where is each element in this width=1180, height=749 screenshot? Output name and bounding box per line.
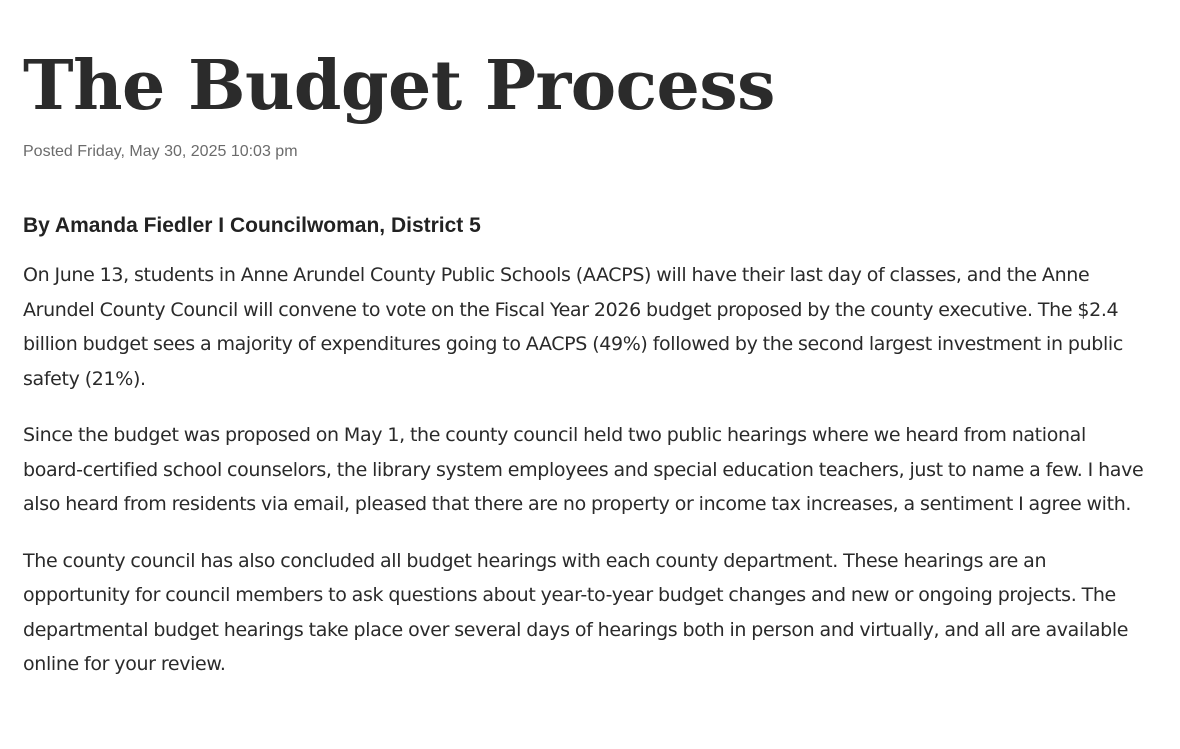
article-title: The Budget Process (23, 46, 775, 126)
byline: By Amanda Fiedler I Councilwoman, District 5 (23, 214, 481, 237)
article (23, 0, 1163, 682)
paragraph: On June 13, students in Anne Arundel County Public Schools (AACPS) will have their last day of classes, and the Anne Arundel County Council will convene to vote on the Fiscal Year 2026 budget proposed by the county executive. The $2.4 billion budget sees a majority of expenditures going to AACPS (49%) followed by the second largest investment in public safety (21%). (23, 264, 1123, 390)
paragraph: Since the budget was proposed on May 1, the county council held two public hearings where we heard from national board-certified school counselors, the library system employees and special education teachers, just to name a few. I have also heard from residents via email, pleased that there are no property or income tax increases, a sentiment I agree with. (23, 424, 1144, 515)
posted-date: Posted Friday, May 30, 2025 10:03 pm (23, 143, 298, 160)
paragraph: The county council has also concluded all budget hearings with each county department. These hearings are an opportunity for council members to ask questions about year-to-year budget changes and new or ongoing projects. The departmental budget hearings take place over several days of hearings both in person and virtually, and all are available online for your review. (23, 549, 1129, 675)
